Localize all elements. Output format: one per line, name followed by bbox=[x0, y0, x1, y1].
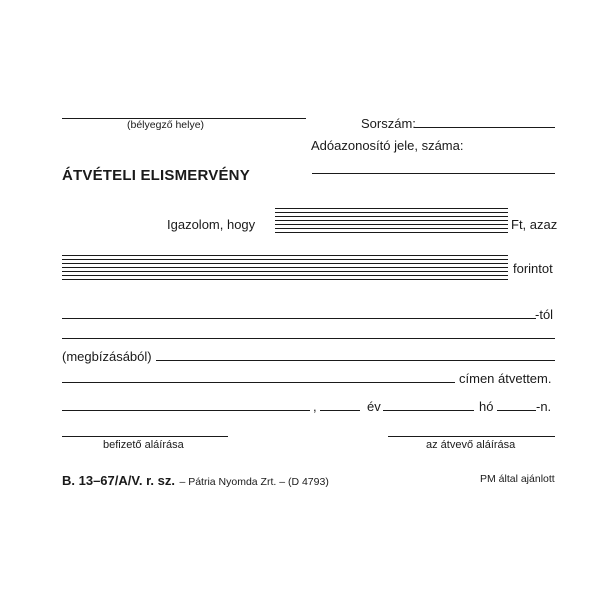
payer-signature-label: befizető aláírása bbox=[103, 439, 184, 451]
tax-id-label: Adóazonosító jele, száma: bbox=[311, 138, 464, 153]
receiver-signature-label: az átvevő aláírása bbox=[426, 439, 516, 451]
received-label: címen átvettem. bbox=[459, 371, 552, 386]
stamp-label: (bélyegző helye) bbox=[127, 119, 205, 131]
from-suffix: -tól bbox=[535, 307, 554, 322]
amount-field[interactable] bbox=[275, 208, 508, 238]
ft-label: Ft, azaz bbox=[511, 217, 558, 232]
payer-signature-line[interactable] bbox=[62, 436, 228, 437]
form-title: ÁTVÉTELI ELISMERVÉNY bbox=[62, 167, 250, 184]
certify-label: Igazolom, hogy bbox=[167, 217, 256, 232]
mandate-label: (megbízásából) bbox=[62, 349, 152, 364]
tax-id-field[interactable] bbox=[312, 173, 555, 174]
day-field[interactable] bbox=[497, 410, 536, 411]
year-label: év bbox=[367, 399, 381, 414]
footer-left bbox=[62, 473, 329, 489]
serial-label: Sorszám: bbox=[361, 116, 416, 131]
month-label: hó bbox=[479, 399, 494, 414]
year-field[interactable] bbox=[320, 410, 360, 411]
place-field[interactable] bbox=[62, 410, 310, 411]
receiver-signature-line[interactable] bbox=[388, 436, 555, 437]
serial-field[interactable] bbox=[414, 127, 555, 128]
forint-label: forintot bbox=[513, 261, 553, 276]
date-comma: , bbox=[313, 399, 317, 414]
amount-words-field[interactable] bbox=[62, 255, 508, 285]
day-suffix: -n. bbox=[536, 399, 552, 414]
month-field[interactable] bbox=[383, 410, 474, 411]
form-code: B. 13–67/A/V. r. sz. bbox=[62, 473, 175, 488]
from-field-2[interactable] bbox=[62, 338, 555, 339]
mandate-field[interactable] bbox=[156, 360, 555, 361]
address-field[interactable] bbox=[62, 382, 455, 383]
recommendation-note: PM által ajánlott bbox=[480, 473, 555, 485]
printer-info: – Pátria Nyomda Zrt. – (D 4793) bbox=[179, 476, 329, 488]
from-field[interactable] bbox=[62, 318, 536, 319]
